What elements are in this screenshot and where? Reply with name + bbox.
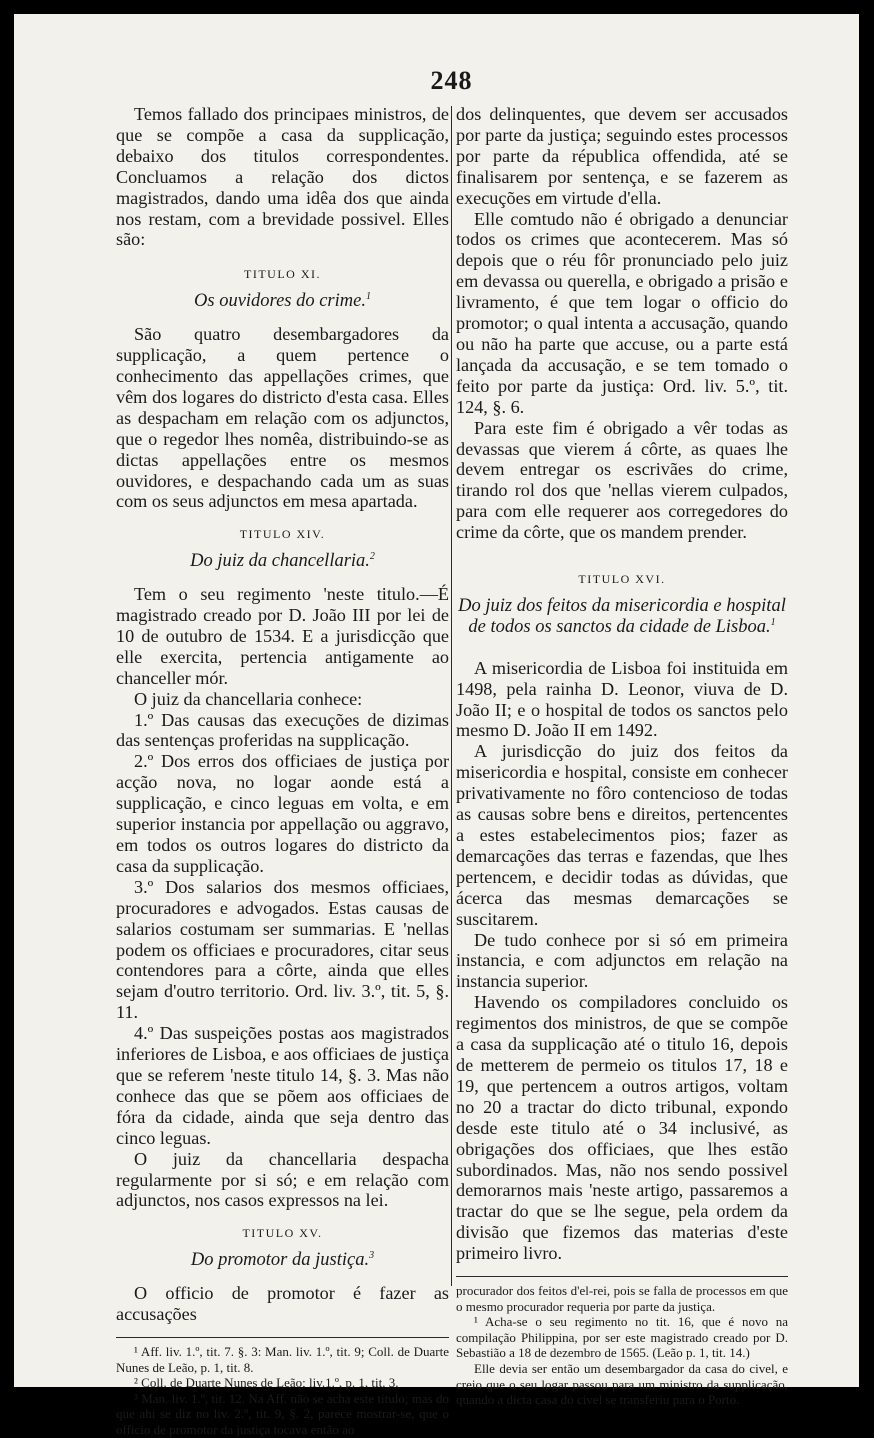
footnote: ³ Man. liv. 1.º, tit. 12. Na Aff. não se acha este titulo; mas do que ahi se diz no liv. 2.º, tit. 9, §. 2, parece mostrar-se, que o officio de promotor da justiça tocava então ao (116, 1390, 449, 1437)
footnote: Elle devia ser então um desembargador da casa do civel, e creio que o seu logar passou para um ministro da supplicação, quando a dicta casa do civel se transferiu para o Porto. (456, 1361, 788, 1408)
footnote: procurador dos feitos d'el-rei, pois se falla de processos em que o mesmo procurador requeria por parte da justiça. (456, 1283, 788, 1314)
titulo-xiv-paragraph: O juiz da chancellaria despacha regularmente por si só; e em relação com adjunctos, nos casos expressos na lei. (116, 1148, 449, 1211)
titulo-xi-subtitle (116, 291, 449, 312)
titulo-xiv-paragraph: Tem o seu regimento 'neste titulo.—É magistrado creado por D. João III por lei de 10 de outubro de 1534. E a jurisdicção que elle exercita, pertencia antigamente ao chanceller mór. (116, 584, 449, 688)
titulo-xvi-subtitle-text: Do juiz dos feitos da misericordia e hospital de todos os sanctos da cidade de Lisboa. (458, 595, 786, 637)
right-column (456, 104, 788, 1408)
titulo-xvi-paragraph: Havendo os compiladores concluido os regimentos dos ministros, de que se compõe a casa da supplicação até o titulo 16, depois de metterem de permeio os titulos 17, 18 e 19, que pertencem a outros artigos, voltam no 20 a tractar do dicto tribunal, expondo desde este titulo até o 34 inclusivé, as obrigações dos officiaes, que lhes estão subordinados. Mas, não nos sendo possivel demorarnos mais 'neste artigo, passaremos a tractar do que se lhe segue, pela ordem da divisão que fizemos das materias d'este primeiro livro. (456, 992, 788, 1264)
titulo-xv-paragraph: O officio de promotor é fazer as accusações (116, 1283, 449, 1325)
titulo-xi-paragraph: São quatro desembargadores da supplicação, a quem pertence o conhecimento das appellações crimes, que vêm dos logares do districto d'esta casa. Elles as despacham em relação com os adjunctos, que o regedor lhes nomêa, distribuindo-se as dictas appellações entre os mesmos ouvidores, e despachando cada um as suas com os seus adjunctos em mesa apartada. (116, 324, 449, 512)
footnote-mark: 1 (770, 616, 776, 628)
titulo-xv-heading: TITULO XV. (242, 1226, 323, 1241)
continuation-paragraph: dos delinquentes, que devem ser accusados por parte da justiça; seguindo estes processos por parte da républica offendida, até se finalisarem por sentença, e se fazerem as execuções em virtude d'ella. (456, 104, 788, 208)
titulo-xiv-subtitle-text: Do juiz da chancellaria. (190, 551, 370, 572)
column-divider (451, 106, 452, 1286)
page-number: 248 (430, 66, 473, 95)
titulo-xvi-subtitle (456, 596, 788, 638)
intro-paragraph: Temos fallado dos principaes ministros, de que se compõe a casa da supplicação, debaixo dos titulos correspondentes. Concluamos a relação dos dictos magistrados, dando uma idêa dos que ainda nos restam, com a brevidade possivel. Elles são: (116, 104, 449, 250)
document-page (14, 14, 859, 1437)
footnote-rule (116, 1337, 449, 1338)
titulo-xiv-heading: TITULO XIV. (239, 527, 326, 542)
footnote: ² Coll. de Duarte Nunes de Leão; liv.1.º, p. 1, tit. 3. (134, 1375, 399, 1391)
footnote-rule (456, 1276, 788, 1277)
titulo-xv-subtitle-text: Do promotor da justiça. (190, 1250, 370, 1271)
footnote: ¹ Acha-se o seu regimento no tit. 16, que é novo na compilação Philippina, por ser este magistrado creado por D. Sebastião a 18 de dezembro de 1565. (Leão p. 1, tit. 14.) (456, 1314, 788, 1361)
footnote-mark: 3 (369, 1250, 375, 1262)
titulo-xvi-paragraph: A jurisdicção do juiz dos feitos da misericordia e hospital, consiste em conhecer privativamente no fôro contencioso de todas as causas sobre bens e direitos, pertencentes a estes estabelecimentos pios; fazer as demarcações das terras e fazendas, que lhes pertencem, e decidir todas as dúvidas, que ácerca das mesmas demarcações se suscitarem. (456, 741, 788, 929)
titulo-xvi-paragraph: De tudo conhece por si só em primeira instancia, e com adjunctos em relação na instancia superior. (456, 929, 788, 992)
continuation-paragraph: Elle comtudo não é obrigado a denunciar todos os crimes que acontecerem. Mas só depois que o réu fôr pronunciado pelo juiz em devassa ou querella, e obrigado a prisão e livramento, é que tem logar o officio do promotor; o qual intenta a accusação, quando ou não ha parte que accuse, ou a parte está lançada da accusação, e se tem tomado o feito por parte da justiça: Ord. liv. 5.º, tit. 124, §. 6. (456, 208, 788, 417)
footnote: ¹ Aff. liv. 1.º, tit. 7. §. 3: Man. liv. 1.º, tit. 9; Coll. de Duarte Nunes de Leão, p. 1, tit. 8. (116, 1343, 449, 1375)
footnote-mark: 2 (369, 551, 375, 563)
titulo-xiv-item: 3.º Dos salarios dos mesmos officiaes, procuradores e advogados. Estas causas de salarios costumam ser summarias. E 'nellas podem os officiaes e procuradores, citar seus contendores para a côrte, ainda que elles sejam d'outro territorio. Ord. liv. 3.º, tit. 5, §. 11. (116, 876, 449, 1023)
titulo-xiv-item: 2.º Dos erros dos officiaes de justiça por acção nova, no logar aonde está a supplicação, e cinco leguas em volta, e em superior instancia por appellação ou aggravo, em todos os outros logares do districto da casa da supplicação. (116, 751, 449, 876)
titulo-xiv-item: 1.º Das causas das execuções de dizimas das sentenças proferidas na supplicação. (116, 709, 449, 751)
titulo-xi-subtitle-text: Os ouvidores do crime. (194, 291, 366, 312)
titulo-xvi-heading: TITULO XVI. (578, 572, 666, 587)
titulo-xiv-paragraph: O juiz da chancellaria conhece: (134, 688, 363, 709)
left-column (116, 104, 449, 1438)
footnote-mark: 1 (365, 291, 371, 303)
titulo-xv-subtitle (116, 1250, 449, 1271)
titulo-xiv-subtitle (116, 551, 449, 572)
titulo-xiv-item: 4.º Das suspeições postas aos magistrados inferiores de Lisboa, e aos officiaes de justiça que se referem 'neste titulo 14, §. 3. Mas não conhece das que se põem aos officiaes de fóra da cidade, ainda que seja dentro das cinco leguas. (116, 1023, 449, 1148)
titulo-xvi-paragraph: A misericordia de Lisboa foi instituida em 1498, pela rainha D. Leonor, viuva de D. João II; e o hospital de todos os sanctos pelo mesmo D. João II em 1492. (456, 657, 788, 741)
titulo-xi-heading: TITULO XI. (244, 267, 321, 282)
continuation-paragraph: Para este fim é obrigado a vêr todas as devassas que vierem á côrte, as quaes lhe devem entregar os escrivães do crime, tirando rol dos que 'nellas vierem culpados, para com elle requerer aos corregedores do crime da côrte, que os mandem prender. (456, 417, 788, 543)
